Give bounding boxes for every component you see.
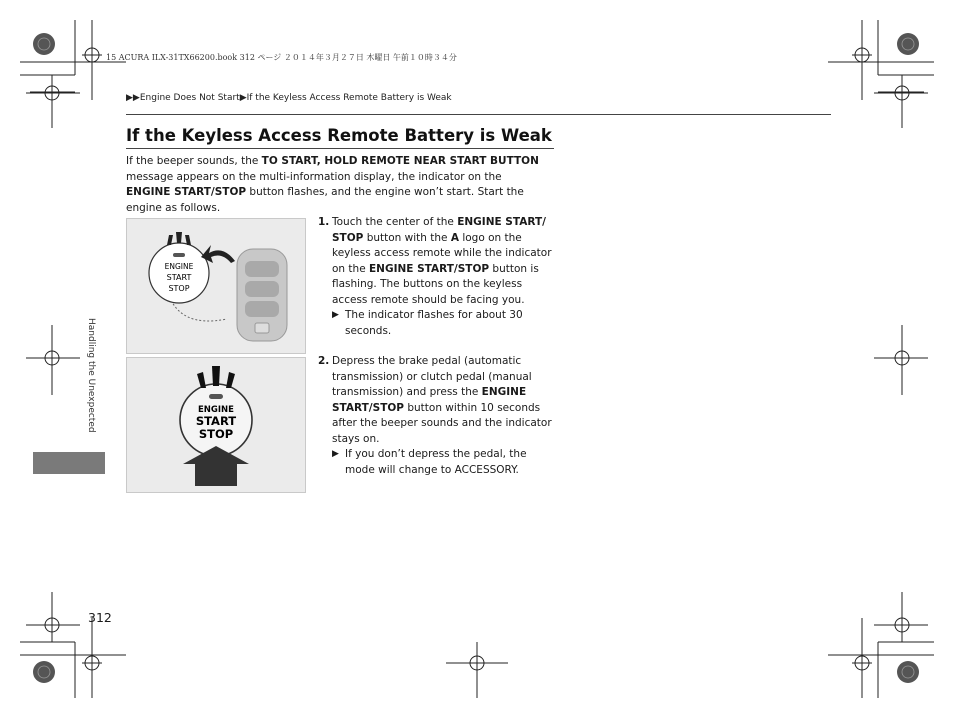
page-number: 312	[88, 610, 112, 625]
press-arrow-icon	[183, 446, 249, 486]
step-2: 2. Depress the brake pedal (automatic transmission) or clutch pedal (manual transmission) and press the ENGINE START/STOP button within 10 seconds after the beeper sounds and the indicator stays on. ▶ If you don’t depress the pedal, the mode will change to ACCESSORY.	[332, 354, 554, 478]
breadcrumb-current: If the Keyless Access Remote Battery is Weak	[246, 93, 452, 103]
print-header: 15 ACURA ILX-31TX66200.book 312 ページ ２０１４年３月２７日 木曜日 午前１０時３４分	[106, 53, 457, 62]
step-2-number: 2.	[318, 355, 330, 367]
note-arrow-icon: ▶	[332, 449, 339, 459]
intro-paragraph: If the beeper sounds, the TO START, HOLD REMOTE NEAR START BUTTON message appears on the multi-information display, the indicator on the ENGINE START/STOP button flashes, and the engine won’t start. Start the engine as follows.	[126, 155, 539, 214]
breadcrumb-arrows: ▶▶	[126, 93, 140, 103]
side-section-tab	[33, 452, 105, 474]
step-1: 1. Touch the center of the ENGINE START/ STOP button with the A logo on the keyless access remote while the indicator on the ENGINE START/STOP button is flashing. The buttons on the keyless access remote should be facing you. ▶ The indicator flashes for about 30 seconds.	[332, 215, 554, 339]
header-rule	[126, 114, 831, 115]
breadcrumb	[126, 93, 452, 103]
breadcrumb-parent: Engine Does Not Start	[139, 93, 240, 103]
figure1-engine-label: ENGINE	[164, 262, 194, 271]
step-2-note: ▶ If you don’t depress the pedal, the mode will change to ACCESSORY.	[332, 448, 527, 476]
figure1-stop-label: STOP	[168, 284, 190, 293]
page-title: If the Keyless Access Remote Battery is Weak	[126, 126, 552, 145]
step-1-number: 1.	[318, 216, 330, 228]
figure1-start-label: START	[166, 273, 192, 282]
title-rule	[126, 148, 554, 149]
breadcrumb-arrow: ▶	[239, 93, 247, 103]
note-arrow-icon: ▶	[332, 310, 339, 320]
figure2-stop-label: STOP	[198, 427, 234, 441]
touch-remote-illustration	[127, 219, 305, 353]
side-section-label: Handling the Unexpected	[86, 318, 96, 433]
figure2-engine-label: ENGINE	[198, 405, 234, 415]
figure2-start-label: START	[195, 414, 237, 428]
step-1-note: ▶ The indicator flashes for about 30 seconds.	[332, 309, 523, 337]
press-button-illustration	[127, 358, 305, 492]
figure-press-button	[126, 357, 306, 493]
figure-touch-remote	[126, 218, 306, 354]
